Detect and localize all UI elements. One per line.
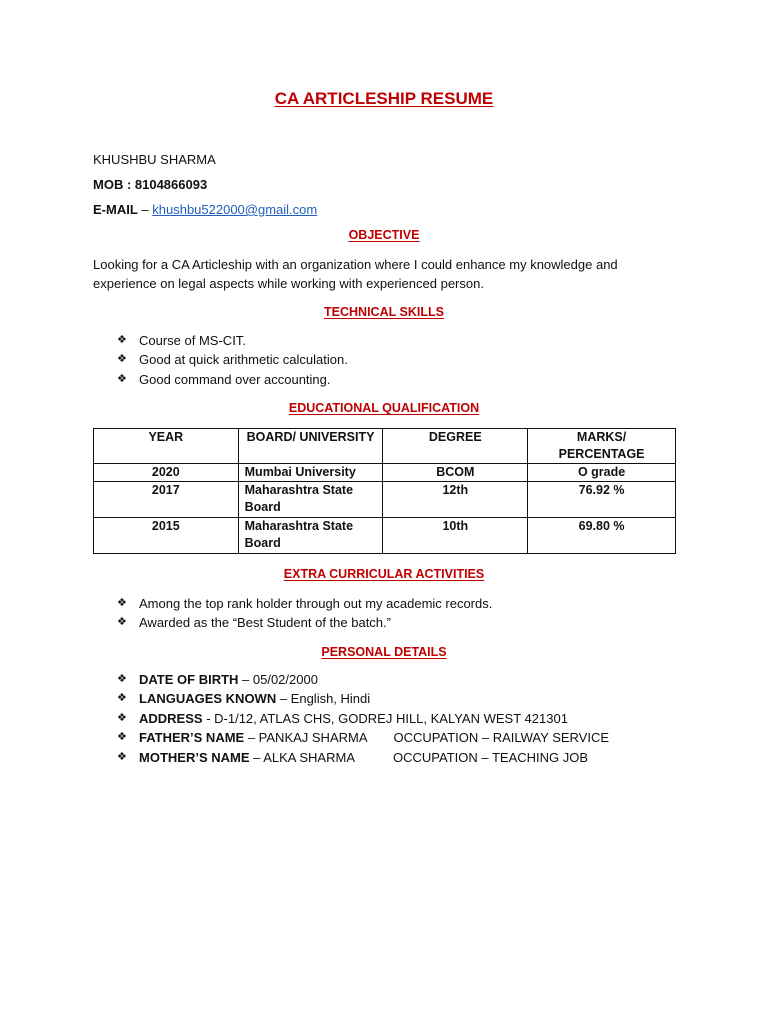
address-label: ADDRESS bbox=[139, 710, 203, 726]
email-separator: – bbox=[137, 202, 153, 217]
languages-value: – English, Hindi bbox=[276, 691, 371, 707]
diamond-bullet-icon: ❖ bbox=[117, 750, 127, 763]
mobile-number: MOB : 8104866093 bbox=[93, 177, 208, 192]
personal-details-heading: PERSONAL DETAILS bbox=[321, 645, 447, 659]
table-cell: Mumbai University bbox=[238, 464, 383, 482]
dob-value: – 05/02/2000 bbox=[238, 672, 318, 687]
table-row bbox=[94, 518, 676, 554]
objective-text: Looking for a CA Articleship with an organization where I could enhance my knowledge and experience on legal aspects while working with experienced person. bbox=[93, 257, 618, 291]
table-cell: O grade bbox=[528, 464, 676, 482]
diamond-bullet-icon: ❖ bbox=[117, 731, 127, 744]
objective-heading: OBJECTIVE bbox=[348, 228, 420, 242]
table-cell: 69.80 % bbox=[528, 518, 676, 554]
languages-label: LANGUAGES KNOWN bbox=[139, 691, 277, 707]
column-header: MARKS/ PERCENTAGE bbox=[528, 429, 676, 464]
table-cell: 12th bbox=[383, 482, 528, 518]
father-occupation: OCCUPATION – RAILWAY SERVICE bbox=[393, 730, 610, 746]
table-row bbox=[94, 482, 676, 518]
column-header: BOARD/ UNIVERSITY bbox=[238, 429, 383, 464]
table-cell: 2020 bbox=[94, 464, 239, 482]
diamond-bullet-icon: ❖ bbox=[117, 673, 127, 685]
list-item bbox=[117, 670, 609, 689]
technical-skills-list bbox=[117, 331, 348, 389]
email-label: E-MAIL bbox=[93, 202, 138, 217]
technical-skills-heading: TECHNICAL SKILLS bbox=[324, 305, 444, 319]
list-item: ❖ Good command over accounting. bbox=[117, 371, 331, 387]
column-header: DEGREE bbox=[383, 429, 528, 464]
list-item: ❖ Among the top rank holder through out my academic records. bbox=[117, 596, 493, 611]
diamond-bullet-icon: ❖ bbox=[117, 711, 127, 724]
father-name-value: – PANKAJ SHARMA bbox=[244, 730, 368, 746]
address-value: - D-1/12, ATLAS CHS, GODREJ HILL, KALYAN WEST 421301 bbox=[202, 710, 568, 726]
candidate-name: KHUSHBU SHARMA bbox=[93, 152, 216, 167]
list-item bbox=[117, 748, 609, 767]
diamond-bullet-icon: ❖ bbox=[117, 597, 127, 609]
table-cell: Maharashtra State Board bbox=[238, 482, 383, 518]
email-link[interactable]: khushbu522000@gmail.com bbox=[152, 202, 318, 217]
education-table bbox=[93, 428, 676, 554]
dob-label: DATE OF BIRTH bbox=[139, 672, 239, 687]
list-item bbox=[117, 689, 609, 708]
father-name-label: FATHER’S NAME bbox=[139, 730, 245, 746]
email-line bbox=[93, 202, 317, 217]
list-item: ❖ Course of MS-CIT. bbox=[117, 333, 246, 348]
table-cell: Maharashtra State Board bbox=[238, 518, 383, 554]
table-header-row bbox=[94, 429, 676, 464]
diamond-bullet-icon: ❖ bbox=[117, 372, 127, 385]
table-cell: BCOM bbox=[383, 464, 528, 482]
mother-name-value: – ALKA SHARMA bbox=[249, 749, 355, 765]
table-row bbox=[94, 464, 676, 482]
list-item: ❖ Good at quick arithmetic calculation. bbox=[117, 352, 348, 368]
list-item bbox=[117, 709, 609, 728]
page-title: CA ARTICLESHIP RESUME bbox=[274, 89, 494, 108]
list-item bbox=[117, 728, 609, 747]
diamond-bullet-icon: ❖ bbox=[117, 334, 127, 346]
column-header: YEAR bbox=[94, 429, 239, 464]
table-cell: 76.92 % bbox=[528, 482, 676, 518]
diamond-bullet-icon: ❖ bbox=[117, 353, 127, 366]
education-heading: EDUCATIONAL QUALIFICATION bbox=[288, 401, 480, 415]
table-cell: 2015 bbox=[94, 518, 239, 554]
mother-occupation: OCCUPATION – TEACHING JOB bbox=[393, 749, 589, 765]
list-item: ❖ Awarded as the “Best Student of the batch.” bbox=[117, 615, 391, 631]
table-cell: 2017 bbox=[94, 482, 239, 518]
table-cell: 10th bbox=[383, 518, 528, 554]
diamond-bullet-icon: ❖ bbox=[117, 692, 127, 705]
extra-curricular-list bbox=[117, 594, 492, 633]
diamond-bullet-icon: ❖ bbox=[117, 616, 127, 629]
extra-curricular-heading: EXTRA CURRICULAR ACTIVITIES bbox=[283, 567, 485, 581]
personal-details-list bbox=[117, 670, 609, 767]
mother-name-label: MOTHER’S NAME bbox=[139, 749, 250, 765]
